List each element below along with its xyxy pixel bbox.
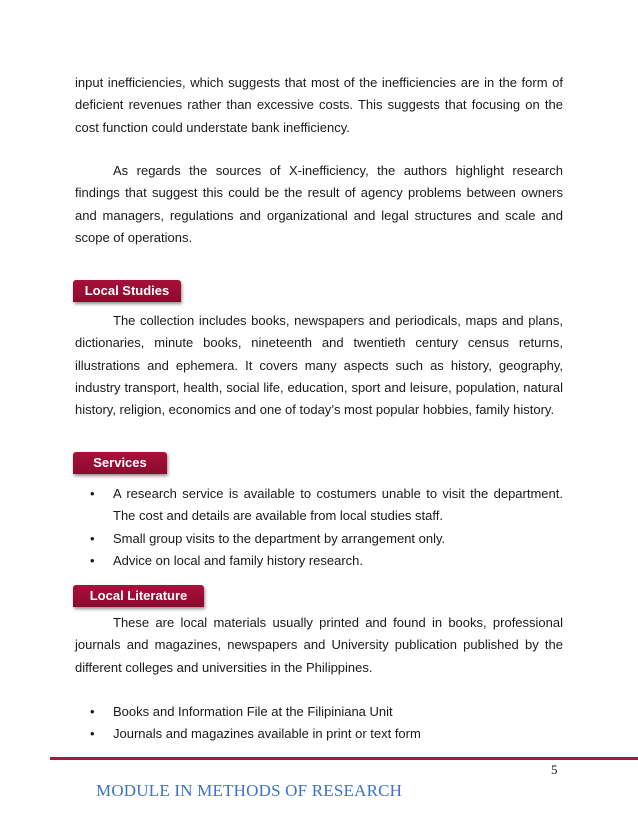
- list-item-text: A research service is available to costumers unable to visit the department. The cost and details are available from local studies staff.: [113, 486, 563, 524]
- list-item-text: Advice on local and family history research.: [113, 552, 364, 568]
- services-heading: Services: [73, 452, 167, 474]
- footer-divider: [50, 757, 638, 760]
- list-item: [75, 483, 563, 528]
- list-item: [75, 550, 563, 572]
- list-item-text: Journals and magazines available in print or text form: [113, 726, 421, 742]
- paragraph-x-inefficiency: As regards the sources of X-inefficiency, the authors highlight research findings that suggest this could be the result of agency problems between owners and managers, regulations and organizational and legal structures and scale and scope of operations.: [75, 163, 563, 245]
- list-item-text: Small group visits to the department by arrangement only.: [113, 530, 446, 546]
- bullet-icon: •: [90, 726, 95, 742]
- bullet-icon: •: [90, 486, 95, 501]
- local-literature-list: [75, 701, 563, 746]
- footer-module-title: MODULE IN METHODS OF RESEARCH: [96, 781, 403, 800]
- list-item-text: Books and Information File at the Filipiniana Unit: [113, 704, 393, 719]
- services-list: [75, 483, 563, 572]
- page-number: 5: [551, 762, 558, 777]
- bullet-icon: •: [90, 530, 95, 546]
- local-studies-paragraph: The collection includes books, newspapers and periodicals, maps and plans, dictionaries, minute books, nineteenth and twentieth century census returns, illustrations and ephemera. It covers many aspects such as history, geography, industry transport, health, social life, education, sport and leisure, population, natural history, religion, economics and one of today’s most popular hobbies, family history.: [75, 313, 563, 418]
- bullet-icon: •: [90, 704, 95, 719]
- local-studies-heading: Local Studies: [73, 280, 181, 302]
- local-literature-heading: Local Literature: [73, 585, 204, 607]
- paragraph-input-inefficiencies: input inefficiencies, which suggests that most of the inefficiencies are in the form of deficient revenues rather than excessive costs. This suggests that focusing on the cost function could understate bank inefficiency.: [75, 75, 563, 135]
- list-item: [75, 528, 563, 550]
- local-literature-paragraph: These are local materials usually printed and found in books, professional journals and magazines, newspapers and University publication published by the different colleges and universities in the Philippines.: [75, 615, 563, 675]
- list-item: [75, 723, 563, 745]
- list-item: [75, 701, 563, 723]
- bullet-icon: •: [90, 552, 95, 568]
